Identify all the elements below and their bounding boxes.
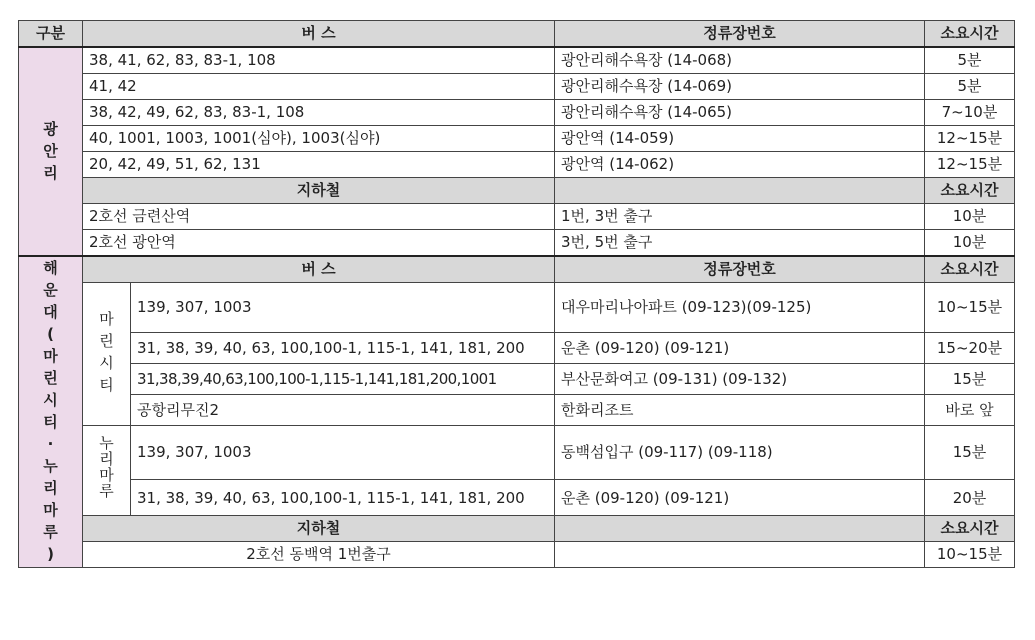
table-row bbox=[19, 480, 1015, 516]
subway-header-empty bbox=[555, 516, 925, 542]
stop-cell: 운촌 (09-120) (09-121) bbox=[555, 332, 925, 363]
stop-cell: 광안리해수욕장 (14-065) bbox=[555, 100, 925, 126]
bus-header-row bbox=[19, 256, 1015, 283]
bus-cell: 공항리무진2 bbox=[131, 394, 555, 425]
table-row bbox=[19, 394, 1015, 425]
time-cell: 12~15분 bbox=[925, 152, 1015, 178]
subregion-label-char: 마 bbox=[99, 465, 114, 484]
stop-cell: 광안역 (14-062) bbox=[555, 152, 925, 178]
bus-cell: 38, 42, 49, 62, 83, 83-1, 108 bbox=[83, 100, 555, 126]
subway-line-cell: 2호선 동백역 1번출구 bbox=[83, 542, 555, 568]
time-cell: 12~15분 bbox=[925, 126, 1015, 152]
table-row bbox=[19, 204, 1015, 230]
stop-cell: 광안리해수욕장 (14-068) bbox=[555, 47, 925, 74]
stop-cell: 부산문화여고 (09-131) (09-132) bbox=[555, 363, 925, 394]
region-label-char: 광 bbox=[43, 119, 58, 138]
table-row bbox=[19, 363, 1015, 394]
header-category: 구분 bbox=[19, 21, 83, 48]
subway-exit-cell: 1번, 3번 출구 bbox=[555, 204, 925, 230]
subregion-label-char: 시 bbox=[99, 353, 114, 372]
subregion-label-char: 루 bbox=[99, 481, 114, 500]
subregion-label-char: 리 bbox=[99, 449, 114, 468]
subway-line-cell: 2호선 광안역 bbox=[83, 230, 555, 257]
table-row bbox=[19, 152, 1015, 178]
stop-cell: 대우마리나아파트 (09-123)(09-125) bbox=[555, 283, 925, 333]
subway-header-label: 지하철 bbox=[83, 178, 555, 204]
subregion-label-char: 누 bbox=[99, 433, 114, 452]
header-time: 소요시간 bbox=[925, 21, 1015, 48]
time-cell: 7~10분 bbox=[925, 100, 1015, 126]
time-header: 소요시간 bbox=[925, 256, 1015, 283]
stop-cell: 광안리해수욕장 (14-069) bbox=[555, 74, 925, 100]
region-gwangalli-label bbox=[19, 47, 83, 256]
table-row bbox=[19, 74, 1015, 100]
region-label-char: 시 bbox=[43, 391, 58, 409]
region-label-char: 운 bbox=[43, 281, 58, 299]
transport-table-wrapper bbox=[18, 20, 1015, 568]
header-stop: 정류장번호 bbox=[555, 21, 925, 48]
time-cell: 5분 bbox=[925, 47, 1015, 74]
table-row bbox=[19, 47, 1015, 74]
subregion-label-char: 티 bbox=[99, 375, 114, 394]
table-row bbox=[19, 230, 1015, 257]
subway-header-row bbox=[19, 178, 1015, 204]
time-cell: 20분 bbox=[925, 480, 1015, 516]
table-row bbox=[19, 283, 1015, 333]
region-label-char: 해 bbox=[43, 259, 58, 277]
region-label-char: 리 bbox=[43, 163, 58, 182]
region-label-char: · bbox=[47, 435, 54, 453]
region-label-char: 대 bbox=[43, 303, 58, 321]
bus-header: 버 스 bbox=[83, 256, 555, 283]
region-haeundae-label bbox=[19, 256, 83, 568]
region-label-char: 티 bbox=[43, 413, 58, 431]
bus-cell: 139, 307, 1003 bbox=[131, 283, 555, 333]
stop-header: 정류장번호 bbox=[555, 256, 925, 283]
region-label-char: 린 bbox=[43, 369, 58, 387]
bus-cell: 41, 42 bbox=[83, 74, 555, 100]
table-row bbox=[19, 100, 1015, 126]
bus-cell: 31, 38, 39, 40, 63, 100,100-1, 115-1, 141, 181, 200 bbox=[131, 332, 555, 363]
subway-header-time: 소요시간 bbox=[925, 178, 1015, 204]
region-label-char: 리 bbox=[43, 479, 58, 497]
time-cell: 10분 bbox=[925, 230, 1015, 257]
subregion-nurimaru-label bbox=[83, 425, 131, 516]
subregion-label-char: 린 bbox=[99, 331, 114, 350]
bus-cell: 38, 41, 62, 83, 83-1, 108 bbox=[83, 47, 555, 74]
region-label-char: ( bbox=[47, 325, 54, 343]
subregion-label-char: 마 bbox=[99, 309, 114, 328]
stop-cell: 동백섬입구 (09-117) (09-118) bbox=[555, 425, 925, 480]
time-cell: 15~20분 bbox=[925, 332, 1015, 363]
header-bus: 버 스 bbox=[83, 21, 555, 48]
bus-cell: 31,38,39,40,63,100,100-1,115-1,141,181,200,1001 bbox=[131, 363, 555, 394]
subway-header-empty bbox=[555, 178, 925, 204]
time-cell: 바로 앞 bbox=[925, 394, 1015, 425]
stop-cell: 한화리조트 bbox=[555, 394, 925, 425]
time-cell: 5분 bbox=[925, 74, 1015, 100]
bus-cell: 31, 38, 39, 40, 63, 100,100-1, 115-1, 141, 181, 200 bbox=[131, 480, 555, 516]
table-row bbox=[19, 126, 1015, 152]
table-header-row bbox=[19, 21, 1015, 48]
time-cell: 10~15분 bbox=[925, 283, 1015, 333]
transport-table bbox=[18, 20, 1015, 568]
region-label-char: ) bbox=[47, 545, 54, 563]
region-label-char: 안 bbox=[43, 141, 58, 160]
table-row bbox=[19, 542, 1015, 568]
time-cell: 15분 bbox=[925, 363, 1015, 394]
subway-exit-cell: 3번, 5번 출구 bbox=[555, 230, 925, 257]
bus-cell: 20, 42, 49, 51, 62, 131 bbox=[83, 152, 555, 178]
bus-cell: 40, 1001, 1003, 1001(심야), 1003(심야) bbox=[83, 126, 555, 152]
table-row bbox=[19, 425, 1015, 480]
region-label-char: 마 bbox=[43, 347, 58, 365]
region-label-char: 마 bbox=[43, 501, 58, 519]
time-cell: 10분 bbox=[925, 204, 1015, 230]
subway-line-cell: 2호선 금련산역 bbox=[83, 204, 555, 230]
stop-cell: 광안역 (14-059) bbox=[555, 126, 925, 152]
subway-header-time: 소요시간 bbox=[925, 516, 1015, 542]
bus-cell: 139, 307, 1003 bbox=[131, 425, 555, 480]
stop-cell: 운촌 (09-120) (09-121) bbox=[555, 480, 925, 516]
subway-exit-cell bbox=[555, 542, 925, 568]
time-cell: 10~15분 bbox=[925, 542, 1015, 568]
region-label-char: 누 bbox=[43, 457, 58, 475]
subway-header-label: 지하철 bbox=[83, 516, 555, 542]
subway-header-row bbox=[19, 516, 1015, 542]
time-cell: 15분 bbox=[925, 425, 1015, 480]
subregion-marine-city-label bbox=[83, 283, 131, 426]
table-row bbox=[19, 332, 1015, 363]
region-label-char: 루 bbox=[43, 523, 58, 541]
